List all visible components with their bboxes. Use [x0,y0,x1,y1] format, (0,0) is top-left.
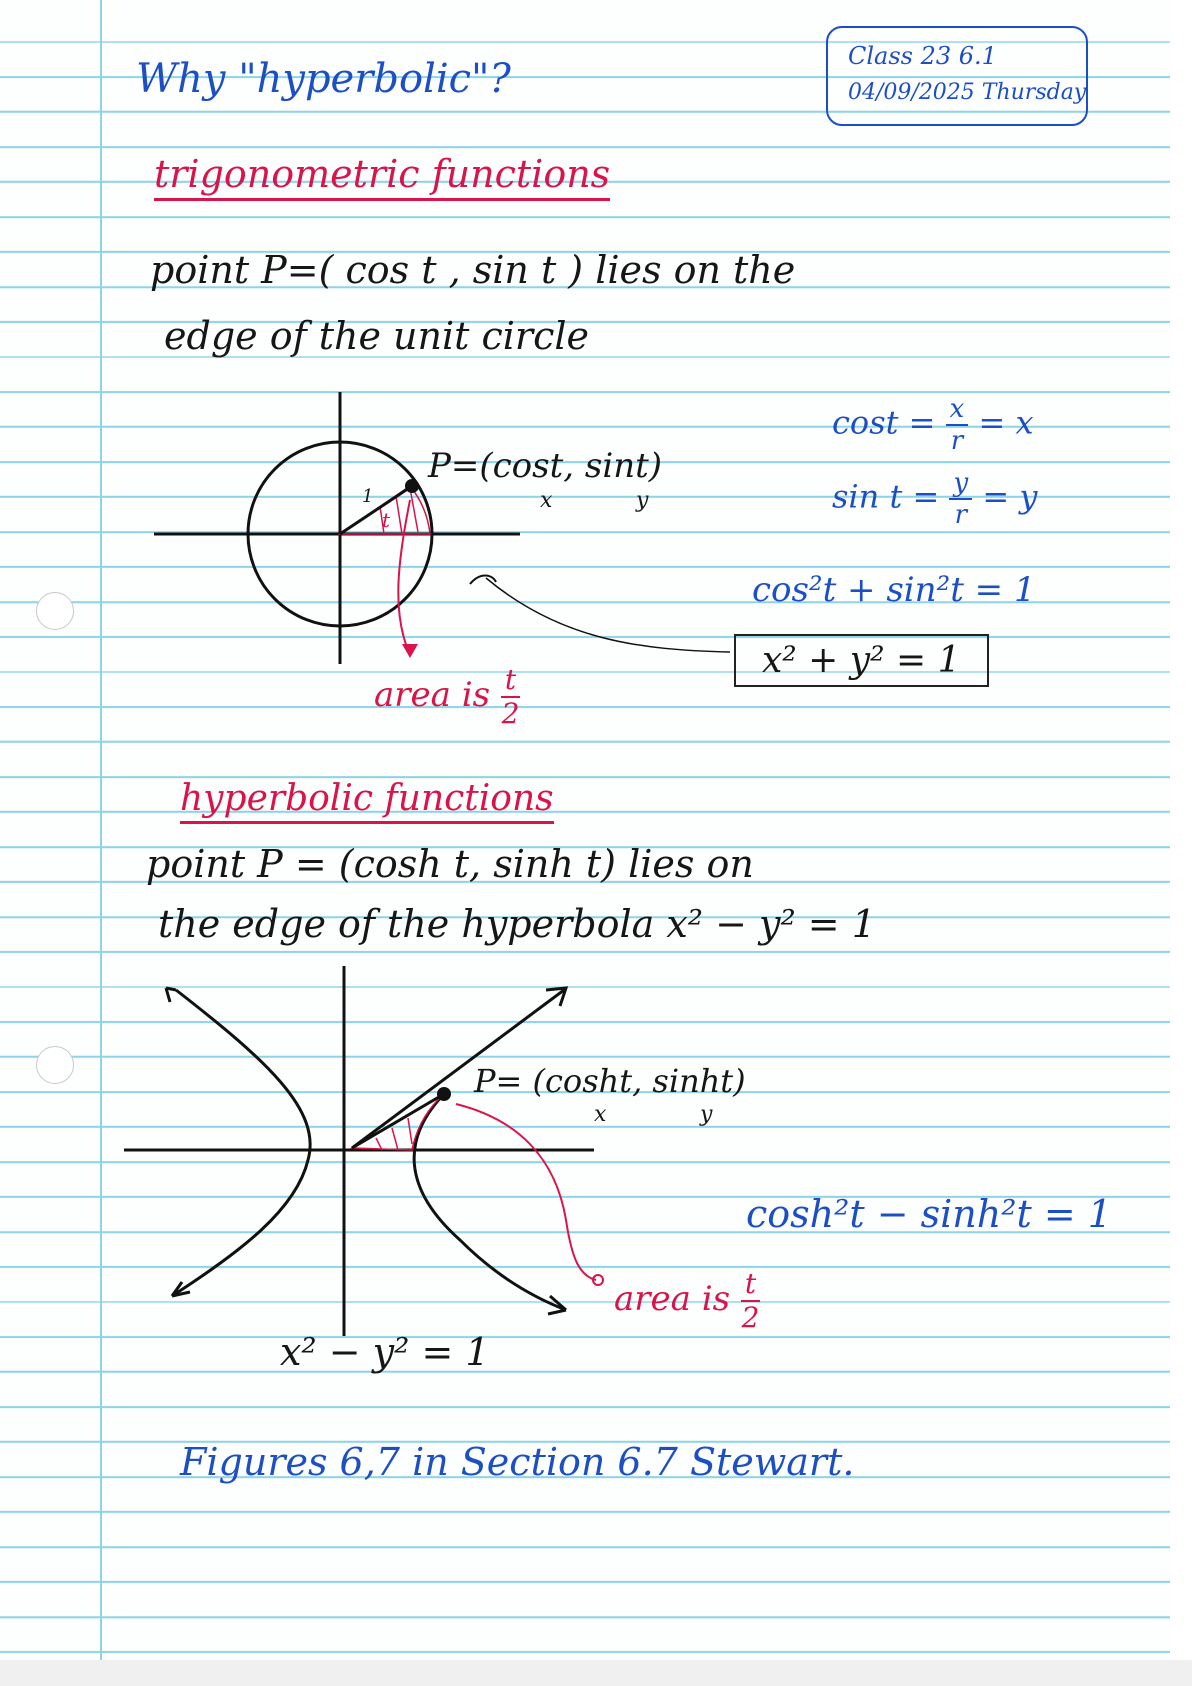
angle-label: t [382,508,391,532]
radius-line [352,1094,444,1148]
trig-identity: cos²t + sin²t = 1 [752,570,1036,610]
sin-lhs: sin t = [832,477,940,516]
page-title: Why "hyperbolic"? [136,56,511,102]
trig-area-num: t [501,666,520,698]
hyp-x-sub: x [594,1102,607,1127]
sin-num: y [949,470,972,500]
hyp-point-label: P= (cosht, sinht) [474,1062,746,1100]
trig-statement-line1: point P=( cos t , sin t ) lies on the [150,248,796,292]
cos-lhs: cost = [832,403,936,442]
hyp-area-text: area is [614,1279,731,1319]
left-branch-arrowhead [166,988,176,1002]
hyp-y-sub: y [700,1102,713,1127]
trig-area-text: area is [374,675,491,715]
cos-den: r [950,426,964,456]
hyp-area-den: 2 [741,1301,760,1334]
point-p [437,1087,451,1101]
left-branch [172,990,310,1296]
hyp-area-note [614,1267,760,1334]
trig-y-sub: y [636,488,649,513]
cos-rhs: = x [978,403,1034,442]
hatch-mark [392,1128,398,1150]
hyp-section-title: hyperbolic functions [180,778,554,824]
hyp-statement-line1: point P = (cosh t, sinh t) lies on [146,842,754,886]
trig-point-label: P=(cost, sint) [428,446,663,486]
right-branch [414,1094,566,1310]
area-pointer [456,1104,596,1280]
trig-statement-line2: edge of the unit circle [164,314,590,358]
class-number: Class 23 6.1 [848,42,997,70]
hyp-statement-line2: the edge of the hyperbola x² − y² = 1 [158,902,876,946]
reference-note: Figures 6,7 in Section 6.7 Stewart. [180,1440,855,1484]
trig-x-sub: x [540,488,553,513]
hyperbola-equation: x² − y² = 1 [280,1330,490,1374]
hyp-identity: cosh²t − sinh²t = 1 [746,1192,1112,1236]
sin-rhs: = y [982,477,1038,516]
hyp-area-num: t [741,1270,760,1302]
trig-area-den: 2 [501,697,520,730]
hatch-mark [408,1118,412,1144]
radius-label: 1 [362,486,374,507]
sin-den: r [954,500,968,530]
class-date: 04/09/2025 Thursday [848,80,1087,105]
hyp-area-fraction [741,1267,760,1334]
circle-equation: x² + y² = 1 [734,634,989,687]
trig-section-title: trigonometric functions [154,152,610,201]
cos-num: x [946,396,969,426]
